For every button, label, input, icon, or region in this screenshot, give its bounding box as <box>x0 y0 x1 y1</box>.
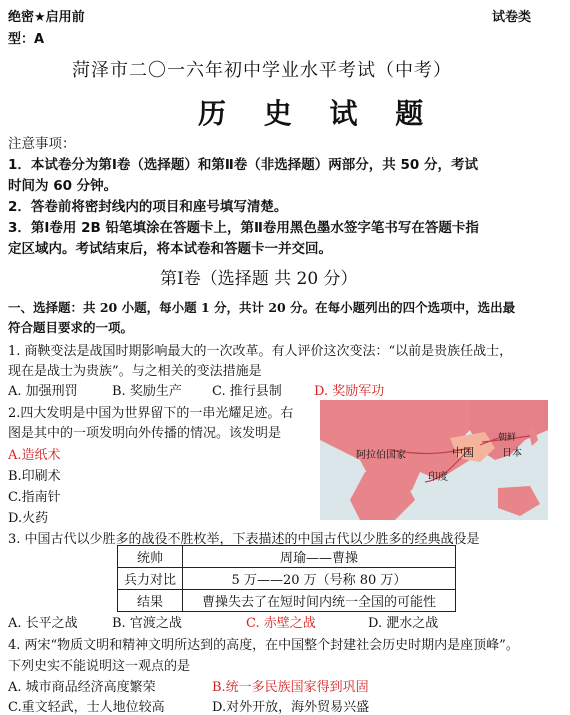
map-label-china: 中国 <box>452 446 474 459</box>
map-label-india: 印度 <box>428 472 448 483</box>
q1-option-c: C. 推行县制 <box>212 384 282 399</box>
battle-table <box>117 545 456 612</box>
instructions-line-2: 符合题目要求的一项。 <box>8 320 134 335</box>
q2-option-d: D.火药 <box>8 511 49 526</box>
table-cell: 5 万——20 万（号称 80 万） <box>183 568 456 590</box>
paper-type-label: 试卷类 <box>492 10 532 25</box>
q3-stem: 3. 中国古代以少胜多的战役不胜枚举，下表描述的中国古代以少胜多的经典战役是 <box>8 532 480 547</box>
notes-heading: 注意事项： <box>8 136 76 152</box>
table-cell: 统帅 <box>118 546 183 568</box>
q2-stem-1: 2.四大发明是中国为世界留下的一串光耀足迹。右 <box>8 406 294 421</box>
table-cell: 周瑜——曹操 <box>183 546 456 568</box>
notes-line-2: 2．答卷前将密封线内的项目和座号填写清楚。 <box>8 199 288 215</box>
notes-line-1b: 时间为 60 分钟。 <box>8 178 118 194</box>
table-cell: 曹操失去了在短时间内统一全国的可能性 <box>183 590 456 612</box>
q4-option-c: C.重文轻武，士人地位较高 <box>8 700 165 715</box>
secret-label: 绝密★启用前 <box>8 10 85 25</box>
q4-option-b-answer: B.统一多民族国家得到巩固 <box>212 680 369 695</box>
table-cell: 兵力对比 <box>118 568 183 590</box>
notes-line-3b: 定区域内。考试结束后，将本试卷和答题卡一并交回。 <box>8 241 332 257</box>
q2-option-b: B.印刷术 <box>8 469 61 484</box>
map-label-japan: 日本 <box>502 448 522 459</box>
world-map-illustration <box>320 400 548 520</box>
q1-stem-2: 现在是战士为贵族”。与之相关的变法措施是 <box>8 364 262 379</box>
q3-option-c-answer: C. 赤壁之战 <box>246 616 316 631</box>
invention-spread-map <box>320 400 548 520</box>
map-label-arabia: 阿拉伯国家 <box>356 450 406 461</box>
exam-title: 菏泽市二〇一六年初中学业水平考试（中考） <box>72 60 452 81</box>
q2-stem-2: 图是其中的一项发明向外传播的情况。该发明是 <box>8 426 282 441</box>
notes-line-3: 3．第Ⅰ卷用 2B 铅笔填涂在答题卡上，第Ⅱ卷用黑色墨水签字笔书写在答题卡指 <box>8 220 479 236</box>
subject-title: 历 史 试 题 <box>198 97 438 130</box>
q1-stem-1: 1. 商鞅变法是战国时期影响最大的一次改革。有人评价这次变法：“以前是贵族任战士， <box>8 344 513 359</box>
q1-option-d-answer: D. 奖励军功 <box>314 384 385 399</box>
q1-option-b: B. 奖励生产 <box>112 384 182 399</box>
map-label-korea: 朝鲜 <box>498 433 517 443</box>
q3-option-b: B. 官渡之战 <box>112 616 182 631</box>
table-row <box>118 568 456 590</box>
q4-stem-2: 下列史实不能说明这一观点的是 <box>8 659 191 674</box>
q2-option-c: C.指南针 <box>8 490 61 505</box>
q4-stem-1: 4. 两宋“物质文明和精神文明所达到的高度，在中国整个封建社会历史时期内是座顶峰”。 <box>8 638 519 653</box>
q3-option-d: D. 淝水之战 <box>368 616 439 631</box>
q1-option-a: A. 加强刑罚 <box>8 384 78 399</box>
table-row <box>118 590 456 612</box>
section-title: 第Ⅰ卷（选择题 共 20 分） <box>160 269 358 289</box>
q4-option-d: D.对外开放，海外贸易兴盛 <box>212 700 370 715</box>
q3-option-a: A. 长平之战 <box>8 616 78 631</box>
q2-option-a-answer: A.造纸术 <box>8 448 61 463</box>
table-row <box>118 546 456 568</box>
instructions-line-1: 一、选择题：共 20 小题，每小题 1 分，共计 20 分。在每小题列出的四个选项中，选出最 <box>8 300 516 315</box>
paper-type-continued: 型：A <box>8 32 45 47</box>
table-cell: 结果 <box>118 590 183 612</box>
q4-option-a: A. 城市商品经济高度繁荣 <box>8 680 156 695</box>
notes-line-1: 1．本试卷分为第Ⅰ卷（选择题）和第Ⅱ卷（非选择题）两部分，共 50 分，考试 <box>8 157 478 173</box>
